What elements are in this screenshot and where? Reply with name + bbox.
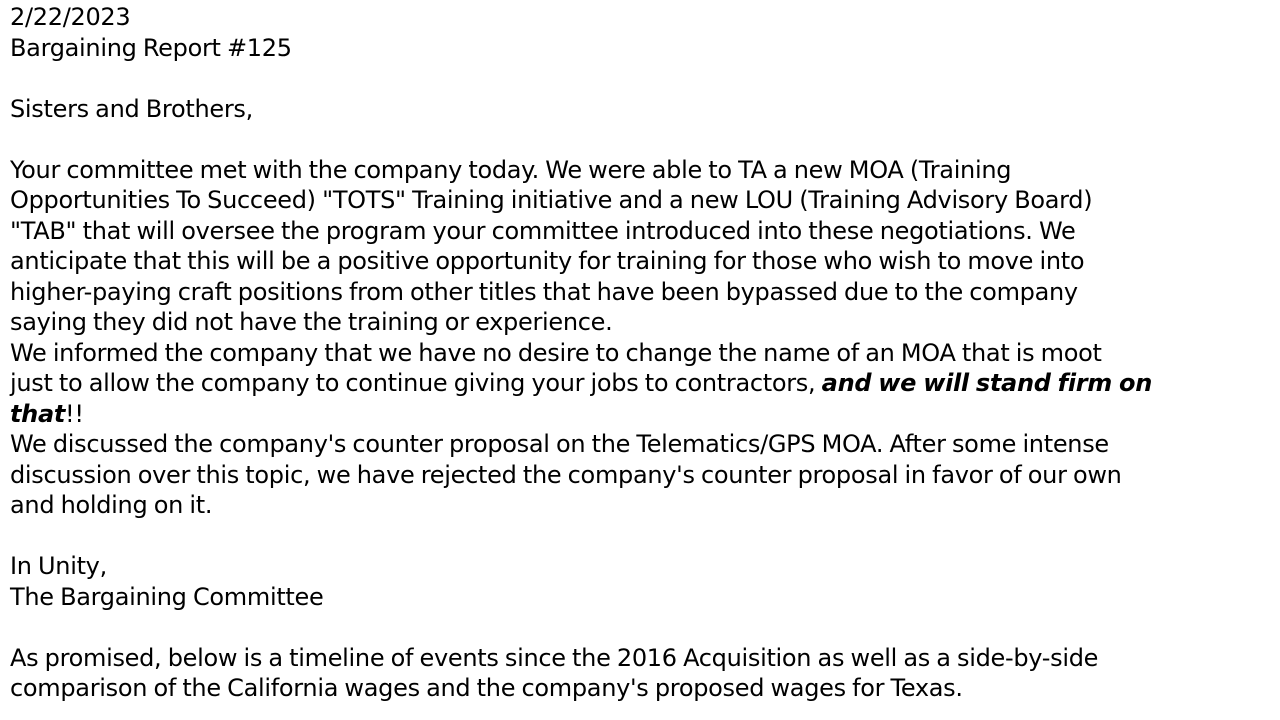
emphasis-text: that (10, 399, 66, 428)
salutation: Sisters and Brothers, (10, 94, 253, 123)
paragraph-line: anticipate that this will be a positive opportunity for training for those who wish to move into (10, 247, 1085, 275)
paragraph-line (10, 399, 1270, 430)
paragraph-line: saying they did not have the training or experience. (10, 308, 613, 336)
postscript-line: comparison of the California wages and the company's proposed wages for Texas. (10, 674, 963, 702)
paragraph-line: We informed the company that we have no desire to change the name of an MOA that is moot (10, 338, 1102, 367)
paragraph-telematics (10, 429, 1270, 521)
paragraph-text: just to allow the company to continue giving your jobs to contractors, (10, 369, 822, 397)
paragraph-training (10, 155, 1270, 338)
paragraph-line: "TAB" that will oversee the program your committee introduced into these negotiations. We (10, 216, 1076, 245)
paragraph-text: !! (65, 399, 84, 428)
paragraph-line: We discussed the company's counter proposal on the Telematics/GPS MOA. After some intense (10, 430, 1109, 458)
paragraph-line: Opportunities To Succeed) "TOTS" Training initiative and a new LOU (Training Advisory Board) (10, 186, 1093, 214)
spacer (10, 124, 1270, 155)
paragraph-line: higher-paying craft positions from other titles that have been bypassed due to the company (10, 277, 1078, 306)
spacer (10, 63, 1270, 94)
report-date: 2/22/2023 (10, 3, 131, 31)
closing-line: In Unity, (10, 552, 107, 580)
postscript-line: As promised, below is a timeline of events since the 2016 Acquisition as well as a side-by-side (10, 643, 1099, 672)
report-text (10, 2, 1270, 704)
paragraph-moa-name (10, 338, 1270, 430)
report-title: Bargaining Report #125 (10, 33, 292, 62)
paragraph-line: Your committee met with the company today. We were able to TA a new MOA (Training (10, 155, 1012, 184)
spacer (10, 612, 1270, 643)
spacer (10, 521, 1270, 552)
paragraph-line: discussion over this topic, we have rejected the company's counter proposal in favor of our own (10, 460, 1122, 489)
paragraph-line (10, 368, 1270, 399)
paragraph-line: and holding on it. (10, 491, 213, 519)
emphasis-text: and we will stand firm on (821, 369, 1153, 397)
signature-line: The Bargaining Committee (10, 582, 324, 611)
